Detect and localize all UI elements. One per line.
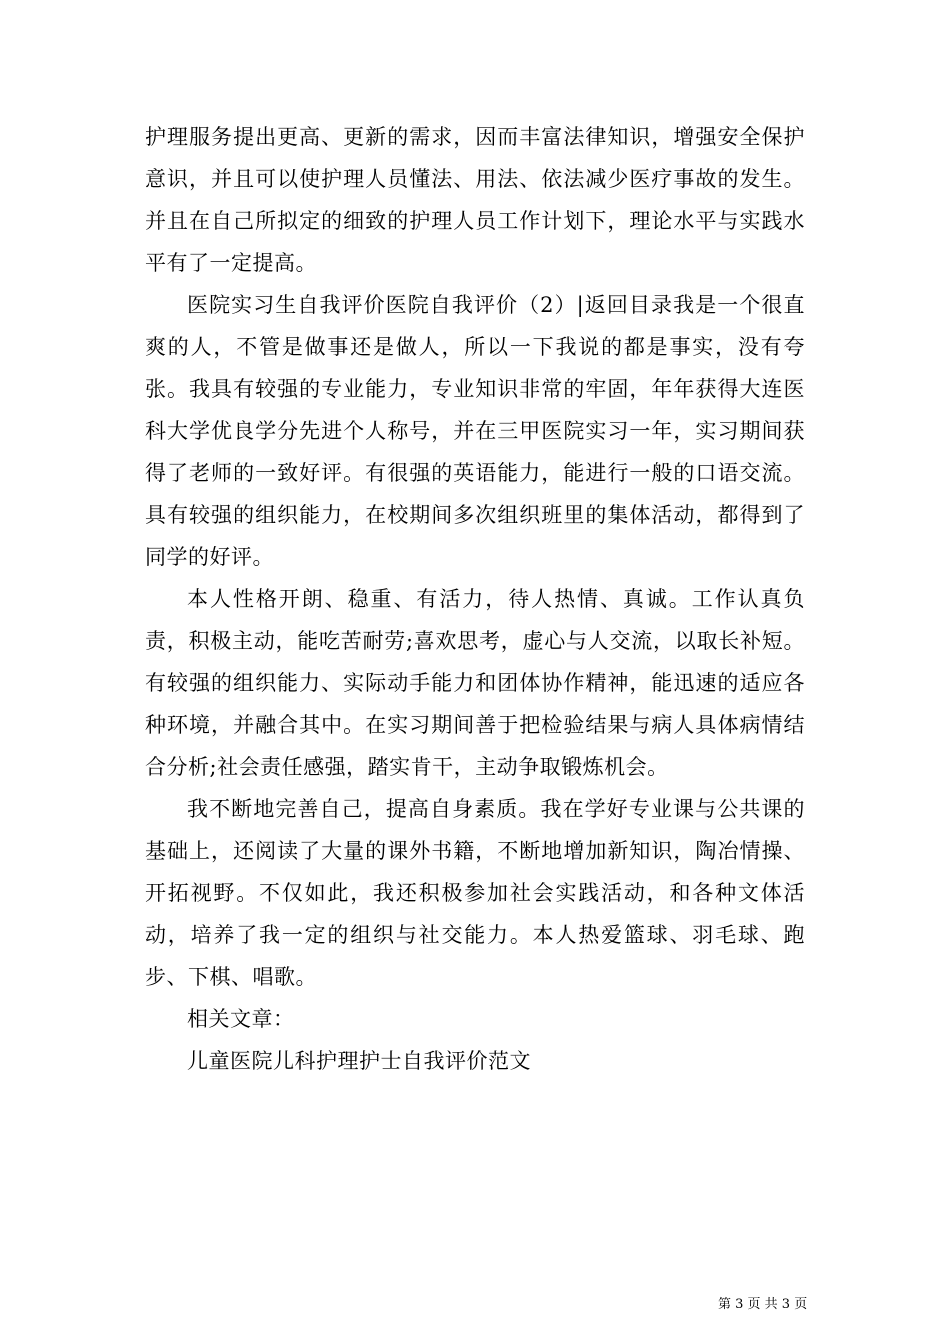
paragraph-self-evaluation-2: 医院实习生自我评价医院自我评价（2）|返回目录我是一个很直爽的人，不管是做事还是做人，所以一下我说的都是事实，没有夸张。我具有较强的专业能力，专业知识非常的牢固，年年获得大连医科大学优良学分先进个人称号，并在三甲医院实习一年，实习期间获得了老师的一致好评。有很强的英语能力，能进行一般的口语交流。具有较强的组织能力，在校期间多次组织班里的集体活动，都得到了同学的好评。: [145, 293, 805, 569]
related-articles-label: 相关文章：: [187, 1007, 295, 1031]
related-article-link[interactable]: 儿童医院儿科护理护士自我评价范文: [187, 1049, 531, 1073]
paragraph-continuation: 护理服务提出更高、更新的需求，因而丰富法律知识，增强安全保护意识，并且可以使护理人员懂法、用法、依法减少医疗事故的发生。并且在自己所拟定的细致的护理人员工作计划下，理论水平与实践水平有了一定提高。: [145, 125, 805, 275]
paragraph-self-improvement: 我不断地完善自己，提高自身素质。我在学好专业课与公共课的基础上，还阅读了大量的课外书籍，不断地增加新知识，陶冶情操、开拓视野。不仅如此，我还积极参加社会实践活动，和各种文体活动，培养了我一定的组织与社交能力。本人热爱篮球、羽毛球、跑步、下棋、唱歌。: [145, 797, 805, 989]
page-number-footer: 第 3 页 共 3 页: [718, 1297, 808, 1312]
paragraph-personality: 本人性格开朗、稳重、有活力，待人热情、真诚。工作认真负责，积极主动，能吃苦耐劳;喜欢思考，虚心与人交流，以取长补短。有较强的组织能力、实际动手能力和团体协作精神，能迅速的适应各种环境，并融合其中。在实习期间善于把检验结果与病人具体病情结合分析;社会责任感强，踏实肯干，主动争取锻炼机会。: [145, 587, 805, 779]
document-body: [145, 116, 805, 1082]
